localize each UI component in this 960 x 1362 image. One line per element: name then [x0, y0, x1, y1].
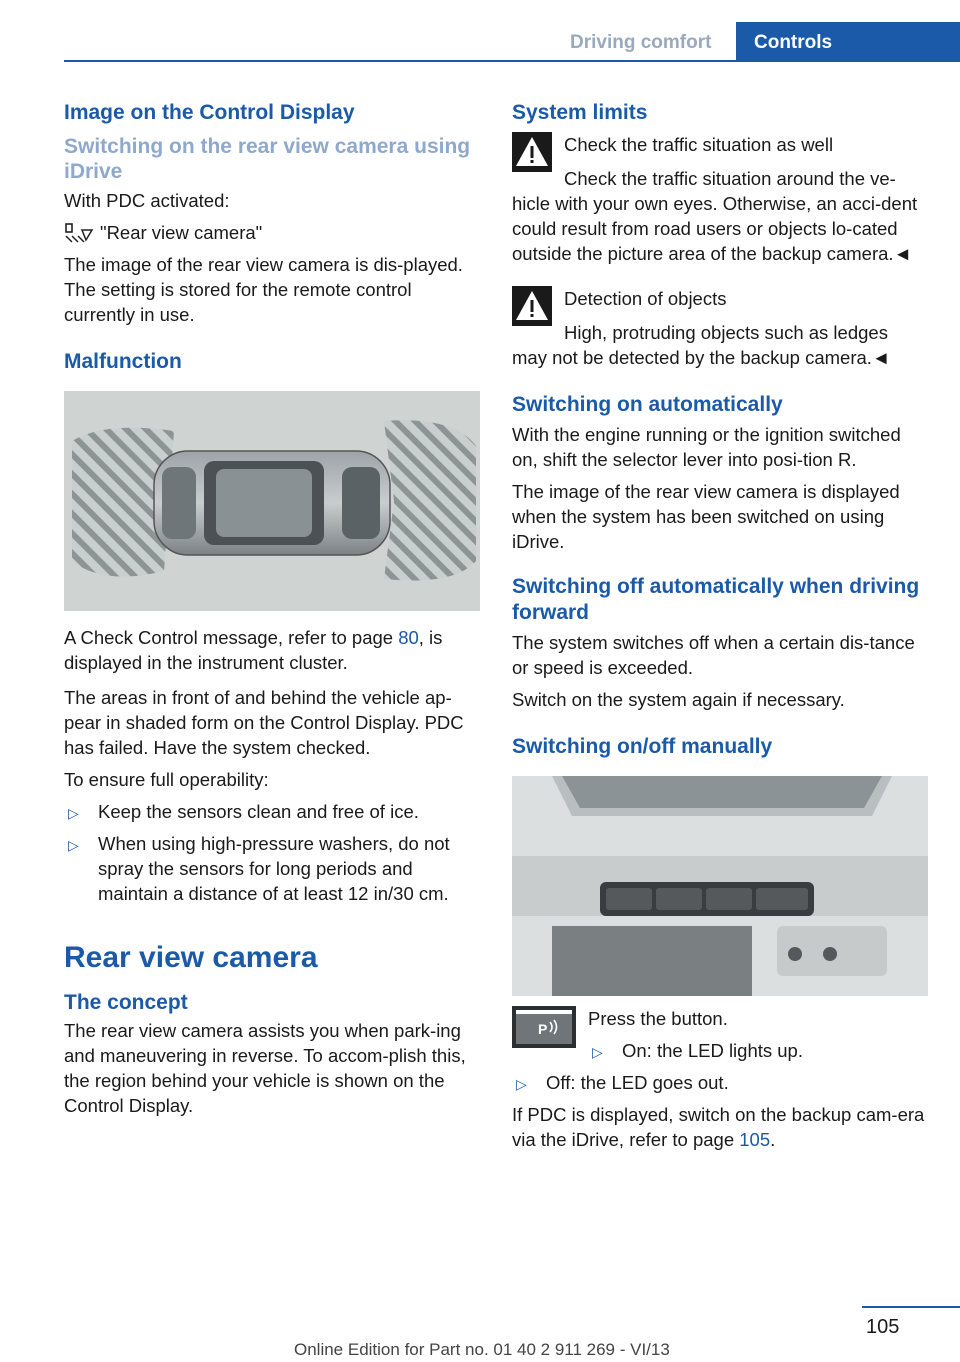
list-item-text: On: the LED lights up. [622, 1040, 803, 1061]
warning-title: Check the traffic situation as well [564, 134, 834, 155]
header-chapter-label: Controls [754, 32, 833, 53]
warning-triangle-icon [512, 132, 552, 172]
off-text-1: The system switches off when a certain dis‐tance or speed is exceeded. [512, 632, 915, 678]
heading-malfunction: Malfunction [64, 350, 182, 373]
warning-triangle-icon [512, 286, 552, 326]
footer-rule [862, 1306, 960, 1308]
warning-text: High, protruding objects such as ledges may not be detected by the backup camera.◄ [512, 322, 891, 368]
warning-text: Check the traffic situation around the ve‐hicle with your own eyes. Otherwise, an acci‐dent could result from road users or objects lo‐cated outside the picture area of the backup camera.◄ [512, 168, 918, 264]
pdc-button-icon [512, 1006, 576, 1048]
menu-instruction [64, 220, 480, 245]
pdc-malfunction-figure [64, 391, 480, 611]
heading-switching-on-off-manually: Switching on/off manually [512, 735, 773, 758]
heading-image-on-display: Image on the Control Display [64, 101, 355, 124]
list-item-text: When using high-pressure washers, do not spray the sensors for long periods and maintain a distance of at least 12 in/30 cm. [98, 833, 450, 904]
rear-camera-menu-icon [64, 222, 94, 244]
list-item [64, 799, 480, 824]
auto-text-1: With the engine running or the ignition switched on, shift the selector lever into posi‐tion R. [512, 424, 901, 470]
press-button-body [588, 1006, 803, 1070]
heading-rear-view-camera: Rear view camera [64, 941, 318, 974]
warning-detection [512, 286, 928, 370]
areas-shaded-text: The areas in front of and behind the vehicle ap‐pear in shaded form on the Control Display. PDC has failed. Have the system checked. [64, 687, 464, 758]
heading-switching-on-automatically: Switching on automatically [512, 393, 783, 416]
warning-title: Detection of objects [564, 288, 727, 309]
list-item-text: Off: the LED goes out. [546, 1072, 729, 1093]
pdc-displayed-pre: If PDC is displayed, switch on the backup cam‐era via the iDrive, refer to page [512, 1104, 925, 1150]
off-text-2: Switch on the system again if necessary. [512, 689, 845, 710]
heading-system-limits: System limits [512, 101, 648, 124]
list-item [588, 1038, 803, 1063]
led-status-list [588, 1038, 803, 1063]
menu-item-rear-view-camera: "Rear view camera" [100, 222, 263, 243]
pdc-displayed-text [512, 1102, 928, 1152]
edition-text: Online Edition for Part no. 01 40 2 911 269 - VI/13 [294, 1340, 670, 1359]
page-link-80[interactable]: 80 [398, 627, 419, 648]
full-operability-text: To ensure full operability: [64, 769, 269, 790]
heading-switching-off-automatically: Switching off automatically when driving forward [512, 575, 920, 624]
led-status-list-2 [512, 1070, 928, 1095]
press-button-block [512, 1006, 928, 1070]
heading-the-concept: The concept [64, 991, 188, 1014]
left-column [64, 100, 480, 1125]
image-displayed-text: The image of the rear view camera is dis‐played. The setting is stored for the remote control currently in use. [64, 254, 463, 325]
header-section-title: Driving comfort [570, 32, 712, 53]
page-number: 105 [866, 1316, 900, 1338]
page-header [0, 0, 960, 62]
list-item [64, 831, 480, 906]
right-column [512, 100, 928, 1159]
check-control-text [64, 625, 480, 675]
triangle-bullet-icon: ▷ [592, 1044, 603, 1060]
pdc-displayed-post: . [770, 1129, 776, 1150]
center-console-image [512, 776, 928, 996]
header-chapter-tab [736, 22, 960, 62]
pdc-activated-text: With PDC activated: [64, 190, 230, 211]
heading-switch-on-idrive: Switching on the rear view camera using iDrive [64, 135, 471, 183]
concept-text: The rear view camera assists you when park‐ing and maneuvering in reverse. To accom‐plish this, the region behind your vehicle is shown on the Control Display. [64, 1020, 466, 1116]
triangle-bullet-icon: ▷ [68, 805, 79, 821]
auto-text-2: The image of the rear view camera is displayed when the system has been switched on using iDrive. [512, 481, 900, 552]
list-item-text: Keep the sensors clean and free of ice. [98, 801, 419, 822]
warning-traffic [512, 132, 928, 266]
press-button-text: Press the button. [588, 1008, 728, 1029]
triangle-bullet-icon: ▷ [516, 1076, 527, 1092]
check-control-pre: A Check Control message, refer to page [64, 627, 399, 648]
svg-text:P: P [538, 1021, 548, 1037]
triangle-bullet-icon: ▷ [68, 837, 79, 853]
console-buttons-figure [512, 776, 928, 996]
car-top-view-image [64, 391, 480, 611]
page-link-105[interactable]: 105 [739, 1129, 771, 1150]
sensor-care-list [64, 799, 480, 906]
check-control-post: , is displayed in the instrument cluster. [64, 627, 443, 673]
header-rule [64, 60, 960, 62]
list-item [512, 1070, 928, 1095]
